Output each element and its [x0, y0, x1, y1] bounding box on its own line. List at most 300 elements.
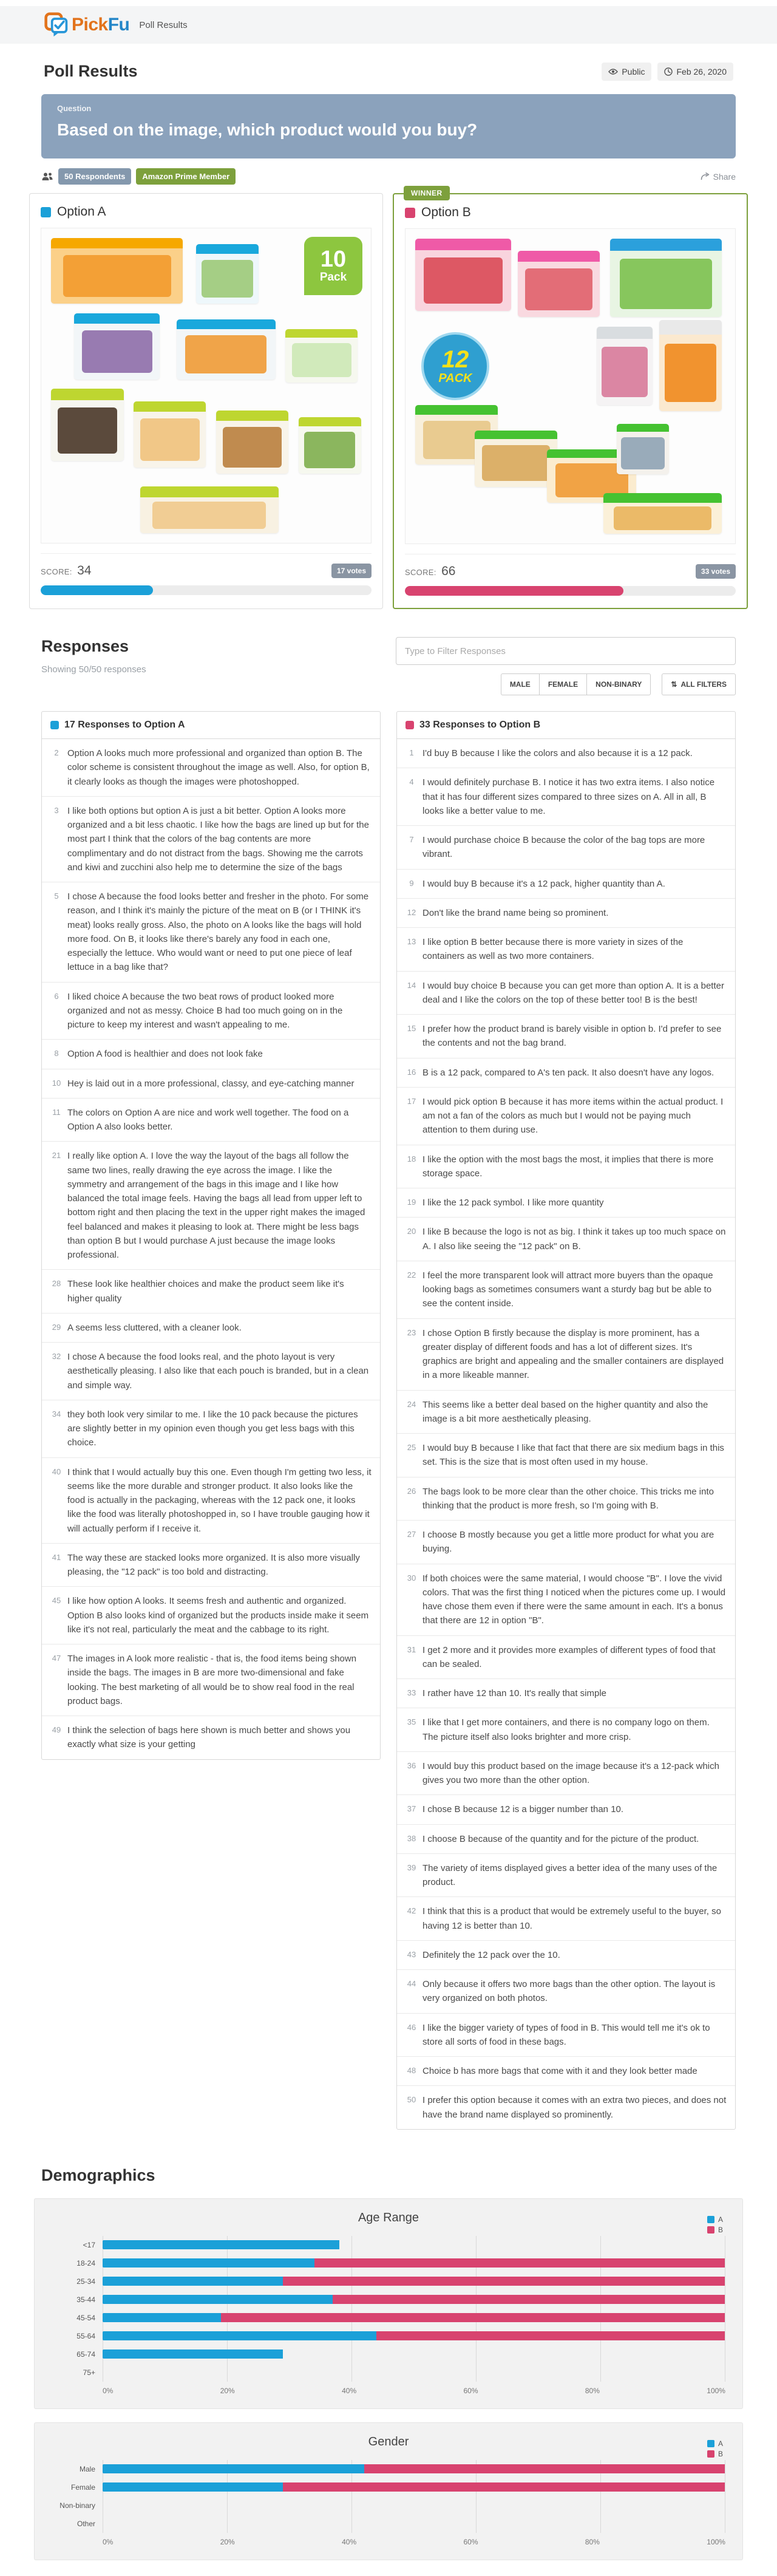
response-text: I like the bigger variety of types of food in B. This would tell me it's ok to store all sorts of food in these bags. — [422, 2022, 710, 2047]
response-row — [397, 1218, 735, 1261]
chart-bar-row — [103, 2309, 725, 2327]
respondents-icon — [41, 172, 53, 182]
response-row — [397, 1015, 735, 1058]
response-text: I like the option with the most bags the most, it implies that there is more storage space. — [422, 1154, 714, 1179]
response-row — [42, 882, 380, 983]
response-text: I would buy B because I like that fact that there are six medium bags in this set. This is the size that is most often used in my house. — [422, 1443, 724, 1468]
response-row — [42, 1314, 380, 1343]
response-number: 14 — [407, 980, 416, 990]
response-number: 48 — [407, 2066, 416, 2075]
response-number: 5 — [54, 891, 59, 901]
bag — [518, 251, 600, 317]
bar-segment-a — [103, 2464, 364, 2473]
legend-swatch — [707, 2226, 714, 2234]
axis-tick-label: 60% — [463, 2386, 478, 2395]
response-text: I like the 12 pack symbol. I like more quantity — [422, 1198, 604, 1208]
filter-nonbinary-button[interactable]: NON-BINARY — [586, 673, 651, 695]
response-number: 41 — [52, 1552, 61, 1562]
axis-tick-label: 80% — [585, 2386, 600, 2395]
option-b-swatch — [405, 208, 415, 218]
all-filters-button[interactable] — [662, 673, 736, 695]
response-row — [42, 1142, 380, 1270]
response-row — [397, 1941, 735, 1970]
response-row — [42, 1099, 380, 1142]
chart-x-labels — [103, 2387, 725, 2395]
filter-male-button[interactable]: MALE — [501, 673, 540, 695]
response-row — [42, 1544, 380, 1587]
response-text: I would definitely purchase B. I notice it has two extra items. I also notice that it has four different sizes compared to three sizes on A. All in all, B looks like a better value to me. — [422, 777, 715, 816]
pack-badge-12-text: PACK — [438, 371, 472, 385]
response-text: I chose A because the food looks better and fresher in the photo. For some reason, and I think it's mainly the picture of the meat on B (or I THINK it's meat) looks really gross. Also, the photo on A looks like the bags will hold more food. On B, it looks like there's barely any food in each one, especially the lettuce. Who would want or need to put one piece of leaf lettuce in a bag like that? — [67, 891, 369, 973]
response-row — [397, 1391, 735, 1434]
response-number: 3 — [54, 805, 59, 815]
response-text: I prefer how the product brand is barely visible in option b. I'd prefer to see the contents and not the bag brand. — [422, 1024, 722, 1049]
option-a-label: Option A — [57, 205, 106, 219]
response-row — [397, 1564, 735, 1636]
eye-icon — [608, 68, 618, 75]
response-number: 17 — [407, 1096, 416, 1106]
chart-bar-row — [103, 2291, 725, 2309]
bag — [659, 320, 722, 411]
response-row — [397, 1088, 735, 1145]
response-row — [397, 1679, 735, 1708]
response-number: 46 — [407, 2022, 416, 2032]
chart-bar-row — [103, 2363, 725, 2382]
chart-bar-row — [103, 2496, 725, 2515]
axis-tick-label: 100% — [707, 2537, 725, 2546]
axis-tick-label: 60% — [463, 2537, 478, 2546]
response-number: 8 — [54, 1049, 59, 1058]
legend-entry — [707, 2215, 723, 2224]
response-text: I liked choice A because the two beat rows of product looked more organized and not as messy. Choice B had too much going on in the picture to keep my interest and wasn't appealing to me. — [67, 991, 343, 1030]
legend-entry — [707, 2450, 723, 2458]
response-text: I would buy B because it's a 12 pack, higher quantity than A. — [422, 878, 665, 889]
response-text: The bags look to be more clear than the other choice. This tricks me into thinking that the product is more fresh, so I'm going with B. — [422, 1486, 714, 1511]
response-row — [397, 899, 735, 928]
age-range-chart — [34, 2198, 743, 2409]
chart-bar-row — [103, 2327, 725, 2345]
response-row — [397, 1897, 735, 1941]
response-number: 45 — [52, 1596, 61, 1606]
response-row — [397, 870, 735, 899]
response-text: I get 2 more and it provides more examples of different types of food that can be sealed. — [422, 1644, 716, 1669]
axis-category-label: <17 — [83, 2240, 95, 2249]
chart-bar-row — [103, 2478, 725, 2496]
bag — [216, 411, 288, 474]
axis-category-label: 45-54 — [76, 2313, 95, 2322]
chart-bar-row — [103, 2515, 725, 2533]
pack-badge-10 — [304, 237, 362, 295]
chart-y-labels — [52, 2236, 103, 2382]
bag — [415, 239, 511, 311]
response-text: I rather have 12 than 10. It's really that simple — [422, 1688, 607, 1699]
page-title: Poll Results — [44, 62, 138, 80]
response-row — [397, 739, 735, 768]
response-number: 49 — [52, 1725, 61, 1734]
response-number: 12 — [407, 907, 416, 917]
response-row — [42, 1458, 380, 1544]
axis-category-label: 55-64 — [76, 2331, 95, 2340]
demographics-title: Demographics — [41, 2165, 155, 2184]
response-text: I prefer this option because it comes with an extra two pieces, and does not have the brand name displayed so prominently. — [422, 2095, 727, 2120]
bag — [51, 389, 123, 461]
legend-swatch — [707, 2450, 714, 2458]
response-row — [397, 1521, 735, 1564]
response-text: I'd buy B because I like the colors and also because it is a 12 pack. — [422, 748, 693, 758]
response-number: 42 — [407, 1906, 416, 1916]
bar-segment-a — [103, 2277, 283, 2286]
bag — [196, 244, 259, 304]
option-a-product-image[interactable] — [41, 228, 372, 543]
response-text: I think that this is a product that would be extremely useful to the buyer, so having 12 is better than 10. — [422, 1906, 721, 1931]
respondents-badge: 50 Respondents — [58, 168, 131, 185]
response-row — [397, 1825, 735, 1854]
score-b-label: SCORE: — [405, 568, 436, 577]
brand-text — [72, 15, 129, 35]
response-row — [42, 1343, 380, 1400]
bag — [603, 493, 722, 534]
response-row — [397, 1261, 735, 1319]
response-row — [42, 1400, 380, 1458]
responses-a-header: 17 Responses to Option A — [64, 720, 185, 730]
response-number: 35 — [407, 1717, 416, 1727]
response-number: 30 — [407, 1573, 416, 1583]
votes-b-badge: 33 votes — [696, 564, 736, 579]
score-a-bar — [41, 585, 372, 595]
response-number: 16 — [407, 1067, 416, 1077]
bar-segment-b — [364, 2464, 725, 2473]
response-text: Choice b has more bags that come with it and they look better made — [422, 2066, 697, 2076]
clock-icon — [664, 67, 673, 76]
response-text: The colors on Option A are nice and work well together. The food on a Option A also looks better. — [67, 1107, 349, 1132]
response-row — [42, 797, 380, 882]
winner-badge: WINNER — [404, 186, 450, 200]
bar-segment-a — [103, 2240, 339, 2249]
legend-label: A — [718, 2215, 723, 2224]
legend-swatch — [707, 2440, 714, 2447]
visibility-label: Public — [622, 66, 645, 77]
bag — [140, 486, 279, 534]
response-text: The images in A look more realistic - that is, the food items being shown inside the bags. The images in B are more two-dimensional and fake looking. The best marketing of all would be to show real food in the real product bags. — [67, 1654, 357, 1706]
axis-category-label: 75+ — [83, 2368, 95, 2377]
top-bar — [0, 6, 777, 44]
option-b-product-image[interactable] — [405, 228, 736, 544]
share-button[interactable] — [701, 172, 736, 182]
response-text: I choose B mostly because you get a little more product for what you are buying. — [422, 1530, 714, 1555]
response-text: Option A food is healthier and does not look fake — [67, 1049, 263, 1060]
filter-female-button[interactable]: FEMALE — [539, 673, 587, 695]
response-row — [397, 1970, 735, 2014]
response-row — [42, 1040, 380, 1069]
chart-bar-row — [103, 2272, 725, 2291]
response-row — [397, 1145, 735, 1189]
response-text: I would pick option B because it has more items within the actual product. I am not a fan of the colors as much but I would not be paying much attention to them during use. — [422, 1096, 724, 1136]
bar-segment-a — [103, 2258, 314, 2268]
response-number: 39 — [407, 1862, 416, 1872]
response-number: 11 — [52, 1107, 61, 1117]
bag — [475, 431, 557, 487]
all-filters-label: ALL FILTERS — [680, 680, 727, 689]
response-number: 25 — [407, 1443, 416, 1452]
option-b-label: Option B — [421, 205, 471, 219]
bar-segment-b — [283, 2277, 725, 2286]
share-icon — [701, 172, 710, 180]
response-number: 33 — [407, 1688, 416, 1697]
score-b-bar — [405, 586, 736, 596]
response-row — [42, 739, 380, 797]
legend-label: A — [718, 2439, 723, 2448]
response-number: 2 — [54, 748, 59, 757]
response-row — [397, 2086, 735, 2129]
date-badge — [657, 63, 733, 81]
response-number: 4 — [409, 777, 414, 787]
response-text: B is a 12 pack, compared to A's ten pack. It also doesn't have any logos. — [422, 1067, 714, 1078]
score-b-value: 66 — [441, 564, 456, 578]
chart-legend — [707, 2215, 723, 2234]
response-number: 1 — [409, 748, 414, 757]
pack-badge-12 — [421, 332, 489, 400]
brand-fu: Fu — [107, 15, 130, 35]
bag — [177, 319, 276, 379]
axis-category-label: 65-74 — [76, 2349, 95, 2359]
response-row — [397, 2057, 735, 2086]
response-row — [42, 1716, 380, 1759]
response-text: I really like option A. I love the way the layout of the bags all follow the same two lines, really drawing the eye across the image. I like the symmetry and arrangement of the bags in this image and I like how balanced the total image feels. Having the bags all lead from upper left to bottom right and then placing the text in the upper right makes the imaged feel balanced and makes it pleasing to look at. There might be less bags than option B but I would purchase A just because the image looks professional. — [67, 1151, 365, 1260]
audience-badge: Amazon Prime Member — [136, 168, 236, 185]
response-text: Hey is laid out in a more professional, classy, and eye-catching manner — [67, 1078, 355, 1089]
date-label: Feb 26, 2020 — [676, 66, 727, 77]
option-a-swatch-small — [50, 721, 59, 729]
response-number: 22 — [407, 1270, 416, 1279]
response-row — [397, 1854, 735, 1898]
response-text: they both look very similar to me. I like the 10 pack because the pictures are slightly better in my opinion even though you get less bags with this choice. — [67, 1409, 358, 1448]
score-a-value: 34 — [77, 564, 92, 578]
chart-x-labels — [103, 2538, 725, 2546]
response-row — [397, 2014, 735, 2057]
topbar-subtitle: Poll Results — [139, 19, 188, 30]
response-number: 19 — [407, 1198, 416, 1207]
axis-category-label: Male — [79, 2464, 95, 2473]
pickfu-logo[interactable] — [44, 12, 129, 38]
response-number: 10 — [52, 1078, 61, 1088]
response-row — [397, 826, 735, 870]
gender-filter-group — [501, 673, 651, 695]
bar-segment-a — [103, 2295, 333, 2304]
axis-category-label: 18-24 — [76, 2258, 95, 2268]
share-label: Share — [713, 171, 736, 182]
legend-label: B — [718, 2225, 723, 2234]
chart-bar-row — [103, 2236, 725, 2254]
response-row — [397, 928, 735, 972]
response-number: 47 — [52, 1654, 61, 1663]
response-row — [397, 1319, 735, 1391]
axis-tick-label: 0% — [103, 2537, 114, 2546]
response-text: Don't like the brand name being so prominent. — [422, 907, 609, 918]
response-row — [397, 1708, 735, 1752]
response-text: I choose B because of the quantity and for the picture of the product. — [422, 1833, 699, 1844]
axis-tick-label: 80% — [585, 2537, 600, 2546]
response-text: I like both options but option A is just a bit better. Option A looks more organized and a bit less chaotic. I like how the bags are lined up but for the most part I think that the colors of the bag contents are more complimentary and do not distract from the bags. Showing me the carrots and kiwi and zucchini also help me to determine the size of the bags — [67, 805, 369, 873]
responses-option-b-card — [396, 711, 736, 2130]
response-text: I think that I would actually buy this one. Even though I'm getting two less, it seems like the more durable and stronger product. It also looks like the food is actually in the packaging, whereas with the 12 pack one, it looks like the food was literally photoshopped in, so I have trouble gauging how it will actually perform if I receive it. — [67, 1467, 372, 1534]
response-text: I chose B because 12 is a bigger number than 10. — [422, 1804, 624, 1815]
response-number: 32 — [52, 1352, 61, 1361]
response-number: 21 — [52, 1151, 61, 1160]
response-number: 7 — [409, 835, 414, 844]
response-row — [397, 1477, 735, 1521]
score-a-label: SCORE: — [41, 567, 72, 576]
chart-bar-row — [103, 2254, 725, 2272]
response-row — [397, 1636, 735, 1680]
axis-category-label: 25-34 — [76, 2277, 95, 2286]
bag — [134, 401, 206, 468]
response-number: 43 — [407, 1949, 416, 1959]
response-text: I like option B better because there is more variety in sizes of the containers as well as two more containers. — [422, 937, 684, 962]
bag — [51, 238, 183, 304]
chart-plot — [103, 2460, 725, 2533]
axis-tick-label: 0% — [103, 2386, 114, 2395]
response-number: 36 — [407, 1760, 416, 1770]
sliders-icon: ⇅ — [671, 680, 677, 689]
question-text: Based on the image, which product would you buy? — [57, 120, 478, 139]
response-number: 6 — [54, 991, 59, 1001]
response-text: A seems less cluttered, with a cleaner look. — [67, 1322, 242, 1333]
filter-responses-input[interactable] — [396, 637, 736, 665]
response-number: 20 — [407, 1227, 416, 1236]
legend-swatch — [707, 2216, 714, 2223]
chart-legend — [707, 2439, 723, 2458]
axis-tick-label: 20% — [220, 2537, 235, 2546]
response-number: 40 — [52, 1467, 61, 1476]
response-text: The variety of items displayed gives a better idea of the many uses of the product. — [422, 1862, 718, 1887]
response-text: If both choices were the same material, I would choose "B". I love the vivid colors. That was the first thing I noticed when the pictures come up. I would have chose them even if there were the same amount in each. It's a bonus that there are 12 in option "B". — [422, 1573, 726, 1626]
axis-category-label: Non-binary — [59, 2501, 95, 2510]
response-number: 29 — [52, 1322, 61, 1332]
response-text: I would buy choice B because you can get more than option A. It is a better deal and I like the colors on the top of these better too! B is the best! — [422, 980, 724, 1005]
response-text: Definitely the 12 pack over the 10. — [422, 1949, 560, 1960]
response-text: I feel the more transparent look will attract more buyers than the opaque looking bags as sometimes consumers want a sturdy bag but be able to see the content inside. — [422, 1270, 713, 1309]
response-row — [397, 1058, 735, 1088]
bar-segment-b — [376, 2331, 725, 2340]
response-number: 18 — [407, 1154, 416, 1164]
axis-tick-label: 40% — [342, 2386, 357, 2395]
option-a-swatch — [41, 207, 51, 217]
bar-segment-a — [103, 2313, 221, 2322]
pickfu-logo-icon — [44, 12, 69, 38]
responses-b-header: 33 Responses to Option B — [419, 720, 541, 730]
bag — [610, 239, 722, 318]
axis-tick-label: 100% — [707, 2386, 725, 2395]
chart-bar-row — [103, 2460, 725, 2478]
response-row — [397, 1188, 735, 1218]
response-number: 50 — [407, 2095, 416, 2105]
top-strip — [0, 0, 777, 6]
bar-segment-a — [103, 2349, 283, 2359]
response-number: 9 — [409, 878, 414, 888]
response-row — [397, 1795, 735, 1824]
bar-segment-a — [103, 2331, 376, 2340]
response-row — [397, 1752, 735, 1796]
chart-bar-row — [103, 2345, 725, 2363]
response-number: 44 — [407, 1979, 416, 1988]
response-text: I think the selection of bags here shown is much better and shows you exactly what size is your getting — [67, 1725, 351, 1750]
response-text: I chose Option B firstly because the display is more prominent, has a greater display of different foods and has a lot of different sizes. It's graphics are bright and appealing and the smaller containers are displayed in a more likeable manner. — [422, 1327, 724, 1381]
response-number: 26 — [407, 1486, 416, 1496]
axis-category-label: Female — [70, 2482, 95, 2492]
bar-segment-b — [221, 2313, 725, 2322]
bag — [285, 329, 358, 383]
bar-segment-b — [333, 2295, 725, 2304]
response-row — [42, 1069, 380, 1099]
pack-badge-10-text: Pack — [319, 271, 347, 284]
option-a-card — [29, 193, 383, 609]
axis-tick-label: 40% — [342, 2537, 357, 2546]
pack-badge-10-number: 10 — [320, 247, 347, 272]
axis-category-label: Other — [76, 2519, 95, 2528]
bar-segment-b — [283, 2482, 725, 2492]
response-text: The way these are stacked looks more organized. It is also more visually pleasing, the "12 pack" is too bold and distracting. — [67, 1552, 360, 1577]
legend-entry — [707, 2226, 723, 2234]
responses-option-a-card — [41, 711, 381, 1760]
axis-category-label: 35-44 — [76, 2295, 95, 2304]
chart-y-labels — [52, 2460, 103, 2533]
response-text: These look like healthier choices and make the product seem like it's higher quality — [67, 1279, 344, 1304]
visibility-badge — [602, 63, 651, 81]
responses-b-list — [397, 739, 735, 2129]
response-text: I would purchase choice B because the color of the bag tops are more vibrant. — [422, 835, 705, 860]
legend-entry — [707, 2439, 723, 2448]
response-row — [42, 983, 380, 1040]
response-row — [397, 972, 735, 1015]
bag — [299, 417, 361, 474]
response-row — [42, 1270, 380, 1314]
gender-chart — [34, 2422, 743, 2560]
response-number: 27 — [407, 1530, 416, 1539]
response-text: I like how option A looks. It seems fresh and authentic and organized. Option B also looks kind of organized but the products inside make it seem like it's not real, particularly the meat and the cabbage to its right. — [67, 1596, 369, 1635]
bag — [74, 313, 160, 380]
responses-a-list — [42, 739, 380, 1759]
response-number: 38 — [407, 1833, 416, 1843]
response-number: 15 — [407, 1024, 416, 1033]
question-label: Question — [57, 104, 92, 113]
gender-chart-title: Gender — [368, 2435, 409, 2448]
response-text: I chose A because the food looks real, and the photo layout is very aesthetically pleasing. I also like that each pouch is branded, but in a clean and simple way. — [67, 1352, 369, 1391]
bar-segment-a — [103, 2482, 283, 2492]
bag — [617, 424, 670, 474]
response-number: 28 — [52, 1279, 61, 1289]
response-number: 23 — [407, 1327, 416, 1337]
responses-showing-count: Showing 50/50 responses — [41, 664, 146, 675]
response-number: 37 — [407, 1804, 416, 1814]
option-b-swatch-small — [405, 721, 414, 729]
response-number: 13 — [407, 937, 416, 946]
responses-title: Responses — [41, 637, 129, 655]
response-text: I like that I get more containers, and there is no company logo on them. The picture itself also looks brighter and more crisp. — [422, 1717, 710, 1742]
response-row — [397, 768, 735, 826]
response-text: I would buy this product based on the image because it's a 12-pack which gives you two more than the other option. — [422, 1760, 719, 1785]
response-text: This seems like a better deal based on the higher quantity and also the image is a bit more aesthetically pleasing. — [422, 1399, 708, 1424]
age-range-chart-title: Age Range — [358, 2210, 419, 2224]
chart-plot — [103, 2236, 725, 2382]
response-number: 31 — [407, 1644, 416, 1654]
axis-tick-label: 20% — [220, 2386, 235, 2395]
response-number: 34 — [52, 1409, 61, 1419]
response-row — [42, 1644, 380, 1716]
response-row — [42, 1587, 380, 1644]
votes-a-badge: 17 votes — [331, 564, 372, 578]
response-row — [397, 1434, 735, 1477]
bag — [597, 327, 653, 406]
